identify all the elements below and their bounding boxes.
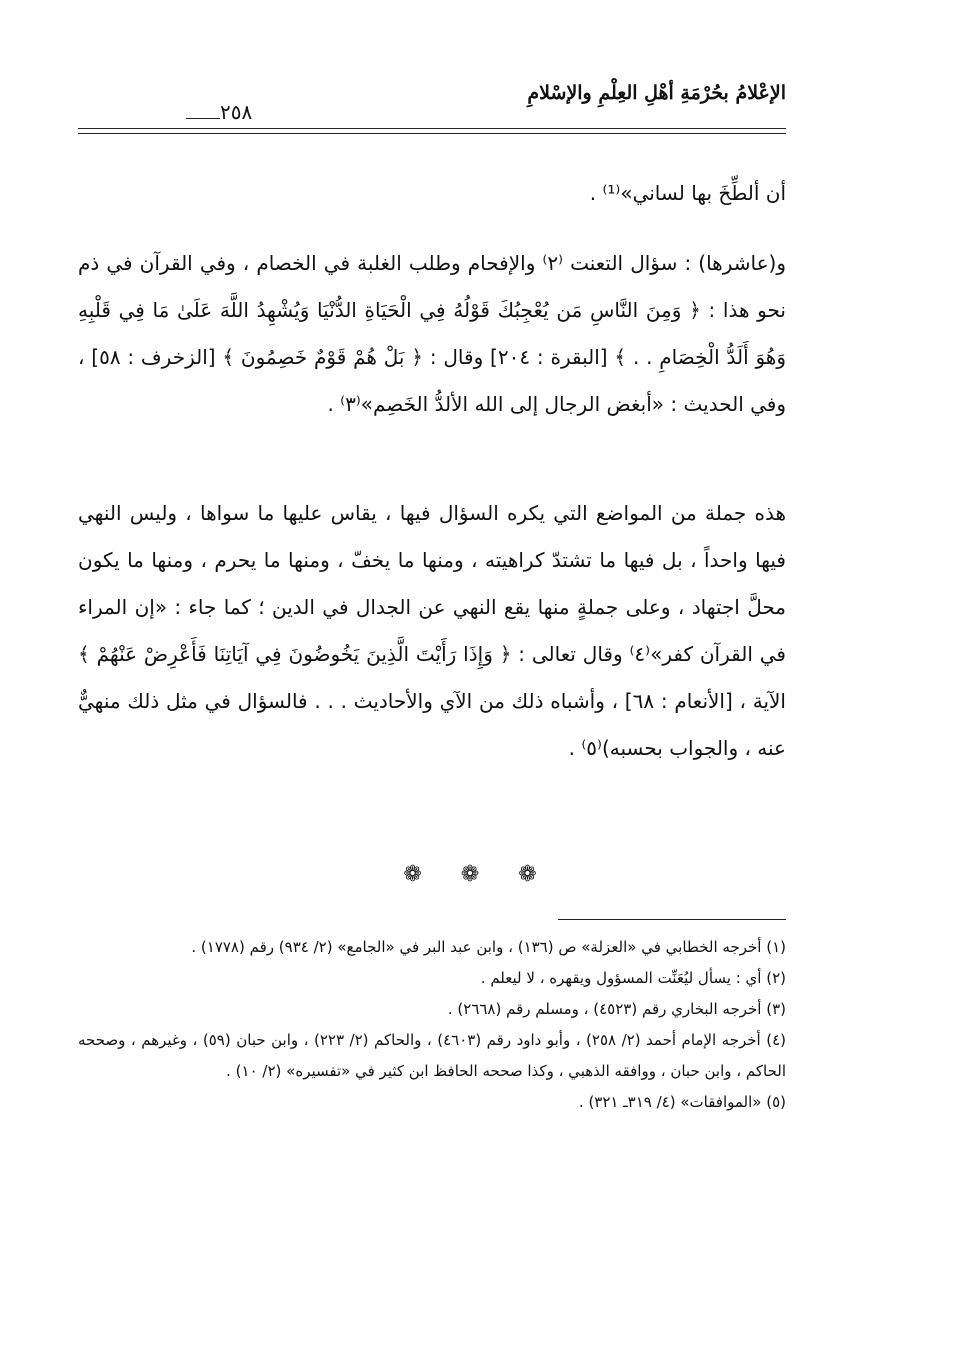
footnote-5: (٥) «الموافقات» (٤/ ٣١٩ـ ٣٢١) . xyxy=(578,1093,786,1111)
footnote-2: (٢) أي : يسأل ليُعَنِّت المسؤول ويقهره ، لا ليعلم . xyxy=(480,969,786,987)
page-number: ٢٥٨ xyxy=(220,100,253,124)
section-separator: ❁ ❁ ❁ xyxy=(403,862,553,887)
paragraph-2: و(عاشرها) : سؤال التعنت ⁽٢⁾ والإفحام وطلب الغلبة في الخصام ، وفي القرآن في ذم نحو هذا : ﴿ وَمِنَ النَّاسِ مَن يُعْجِبُكَ قَوْلُهُ فِي الْحَيَاةِ الدُّنْيَا وَيُشْهِدُ اللَّهَ عَلَىٰ مَا فِي قَلْبِهِ وَهُوَ أَلَدُّ الْخِصَامِ . . ﴾ [البقرة : ٢٠٤] وقال : ﴿ بَلْ هُمْ قَوْمٌ خَصِمُونَ ﴾ [الزخرف : ٥٨] ، وفي الحديث : «أبغض الرجال إلى الله الألدُّ الخَصِم»⁽٣⁾ . xyxy=(78,251,787,416)
footnote-rule xyxy=(558,919,786,920)
footnotes xyxy=(78,932,786,1118)
paragraph-3: هذه جملة من المواضع التي يكره السؤال فيها ، يقاس عليها ما سواها ، وليس النهي فيها واحداً ، بل فيها ما تشتدّ كراهيته ، ومنها ما يخفّ ، ومنها ما يحرم ، ومنها ما يكون محلَّ اجتهاد ، وعلى جملةٍ منها يقع النهي عن الجدال في الدين ؛ كما جاء : «إن المراء في القرآن كفر»⁽٤⁾ وقال تعالى : ﴿ وَإِذَا رَأَيْتَ الَّذِينَ يَخُوضُونَ فِي آيَاتِنَا فَأَعْرِضْ عَنْهُمْ ﴾ الآية ، [الأنعام : ٦٨] ، وأشباه ذلك من الآي والأحاديث . . . فالسؤال في مثل ذلك منهيٌّ عنه ، والجواب بحسبه)⁽٥⁾ . xyxy=(78,501,786,760)
page-number-dash xyxy=(186,118,220,119)
running-title: الإعْلامُ بحُرْمَةِ أهْلِ العِلْمِ والإسْلامِ xyxy=(527,82,786,104)
footnote-4: (٤) أخرجه الإمام أحمد (٢/ ٢٥٨) ، وأبو داود رقم (٤٦٠٣) ، والحاكم (٢/ ٢٢٣) ، وابن حبان (٥٩) ، وغيرهم ، وصححه الحاكم ، وابن حبان ، ووافقه الذهبي ، وكذا صححه الحافظ ابن كثير في «تفسيره» (٢/ ١٠) . xyxy=(78,1031,786,1080)
footnote-3: (٣) أخرجه البخاري رقم (٤٥٢٣) ، ومسلم رقم (٢٦٦٨) . xyxy=(447,1000,786,1018)
footnote-1: (١) أخرجه الخطابي في «العزلة» ص (١٣٦) ، وابن عبد البر في «الجامع» (٢/ ٩٣٤) رقم (١٧٧٨) . xyxy=(191,938,786,956)
header-rule xyxy=(78,128,786,134)
page-header xyxy=(78,74,786,134)
paragraph-1: أن ألطِّخَ بها لساني»⁽¹⁾ . xyxy=(589,181,786,205)
